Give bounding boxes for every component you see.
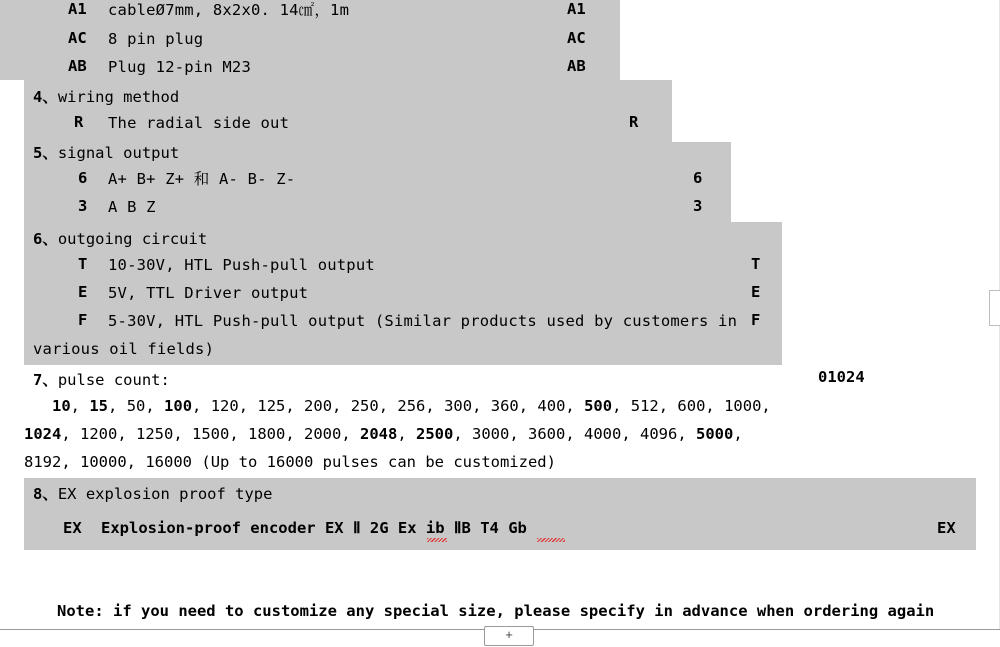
pulse-value: 8192	[24, 453, 62, 471]
signal-code-3: 3	[78, 197, 88, 215]
circuit-right-f: F	[751, 311, 761, 329]
wiring-text-r: The radial side out	[108, 114, 290, 132]
left-margin-gutter	[0, 80, 24, 480]
pulse-value: 50	[126, 397, 146, 415]
pulse-value: 200	[304, 397, 333, 415]
circuit-code-t: T	[78, 255, 88, 273]
signal-text-6: A+ B+ Z+ 和 A- B- Z-	[108, 170, 296, 188]
pulse-value: 125	[257, 397, 286, 415]
scroll-handle[interactable]	[989, 290, 1000, 326]
circuit-code-f: F	[78, 311, 88, 329]
pulse-value: 4000	[584, 425, 622, 443]
pulse-value: 1024	[24, 425, 62, 443]
signal-code-6: 6	[78, 169, 88, 187]
option-code-a1: A1	[68, 0, 87, 18]
pulse-value: 250	[350, 397, 379, 415]
option-text-a1: cableØ7mm, 8x2x0. 14㎠，1m	[108, 1, 350, 19]
option-text-ac: 8 pin plug	[108, 30, 204, 48]
section-8-number: 8、	[33, 485, 58, 503]
pulse-value: 3000	[472, 425, 510, 443]
signal-right-3: 3	[693, 197, 703, 215]
signal-right-6: 6	[693, 169, 703, 187]
ex-right-code: EX	[937, 519, 956, 537]
page-break-toggle[interactable]: +	[484, 626, 534, 646]
pulse-value: 15	[89, 397, 109, 415]
customization-note: Note: if you need to customize any special size, please specify in advance when ordering again	[57, 602, 935, 620]
spellcheck-squiggle-ib	[427, 538, 447, 542]
section-6-number: 6、	[33, 230, 58, 248]
pulse-value: 2500	[416, 425, 454, 443]
pulse-value: 5000	[696, 425, 734, 443]
section-5-title: signal output	[57, 144, 180, 162]
option-code-ab: AB	[68, 57, 87, 75]
pulse-value: 120	[210, 397, 239, 415]
section-7-number: 7、	[33, 371, 58, 389]
option-code-ac: AC	[68, 29, 87, 47]
pulse-value: 1500	[192, 425, 230, 443]
section-8-header	[33, 482, 272, 504]
pulse-value: 500	[584, 397, 613, 415]
pulse-value: 1200	[80, 425, 118, 443]
section-4-number: 4、	[33, 88, 58, 106]
option-text-ab: Plug 12-pin M23	[108, 58, 251, 76]
section-6-header	[33, 227, 207, 249]
pulse-value: 512	[630, 397, 659, 415]
pulse-value: 4096	[640, 425, 678, 443]
option-right-a1: A1	[567, 0, 586, 18]
pulse-value: 1000	[724, 397, 762, 415]
circuit-text-e: 5V, TTL Driver output	[108, 284, 309, 302]
signal-text-3: A B Z	[108, 198, 156, 216]
section-7-title: pulse count:	[57, 371, 170, 389]
pulse-value: 1250	[136, 425, 174, 443]
spellcheck-squiggle-gb	[537, 538, 565, 542]
wiring-right-r: R	[629, 113, 639, 131]
pulse-count-values: 10, 15, 50, 100, 120, 125, 200, 250, 256, 300, 360, 400, 500, 512, 600, 1000, 1024, 1200, 1250, 1500, 1800, 2000, 2048, 2500, 3000, 3600, 4000, 4096, 5000, 8192, 10000, 16000 (Up to 16000 pulses can be customized)	[24, 397, 771, 471]
circuit-text-f-cont: various oil fields)	[33, 340, 215, 358]
pulse-value: 10	[52, 397, 71, 415]
pulse-value: 10000	[80, 453, 127, 471]
pulse-value: 256	[397, 397, 426, 415]
section-6-title: outgoing circuit	[57, 230, 208, 248]
section-5-header	[33, 141, 179, 163]
pulse-value: 360	[490, 397, 519, 415]
pulse-value: 100	[164, 397, 193, 415]
section-4-header	[33, 85, 179, 107]
pulse-value: 3600	[528, 425, 566, 443]
pulse-value: 2000	[304, 425, 342, 443]
section-7-header	[33, 368, 170, 390]
circuit-text-t: 10-30V, HTL Push-pull output	[108, 256, 375, 274]
pulse-count-right-code: 01024	[818, 368, 865, 386]
pulse-value: 300	[444, 397, 473, 415]
section-8-title: EX explosion proof type	[57, 485, 273, 503]
option-right-ab: AB	[567, 57, 586, 75]
circuit-code-e: E	[78, 283, 88, 301]
pulse-value: 600	[677, 397, 706, 415]
wiring-code-r: R	[74, 113, 84, 131]
option-right-ac: AC	[567, 29, 586, 47]
circuit-text-f: 5-30V, HTL Push-pull output (Similar products used by customers in	[108, 312, 738, 330]
ex-code: EX	[63, 519, 82, 537]
circuit-right-t: T	[751, 255, 761, 273]
pulse-count-trailing-note: (Up to 16000 pulses can be customized)	[201, 453, 556, 471]
pulse-value: 16000	[145, 453, 193, 471]
circuit-right-e: E	[751, 283, 761, 301]
section-4-title: wiring method	[57, 88, 180, 106]
ex-text: Explosion-proof encoder EX Ⅱ 2G Ex ib ⅡB T4 Gb	[101, 519, 527, 537]
pulse-value: 2048	[360, 425, 398, 443]
pulse-value: 400	[537, 397, 566, 415]
section-5-number: 5、	[33, 144, 58, 162]
pulse-value: 1800	[248, 425, 286, 443]
